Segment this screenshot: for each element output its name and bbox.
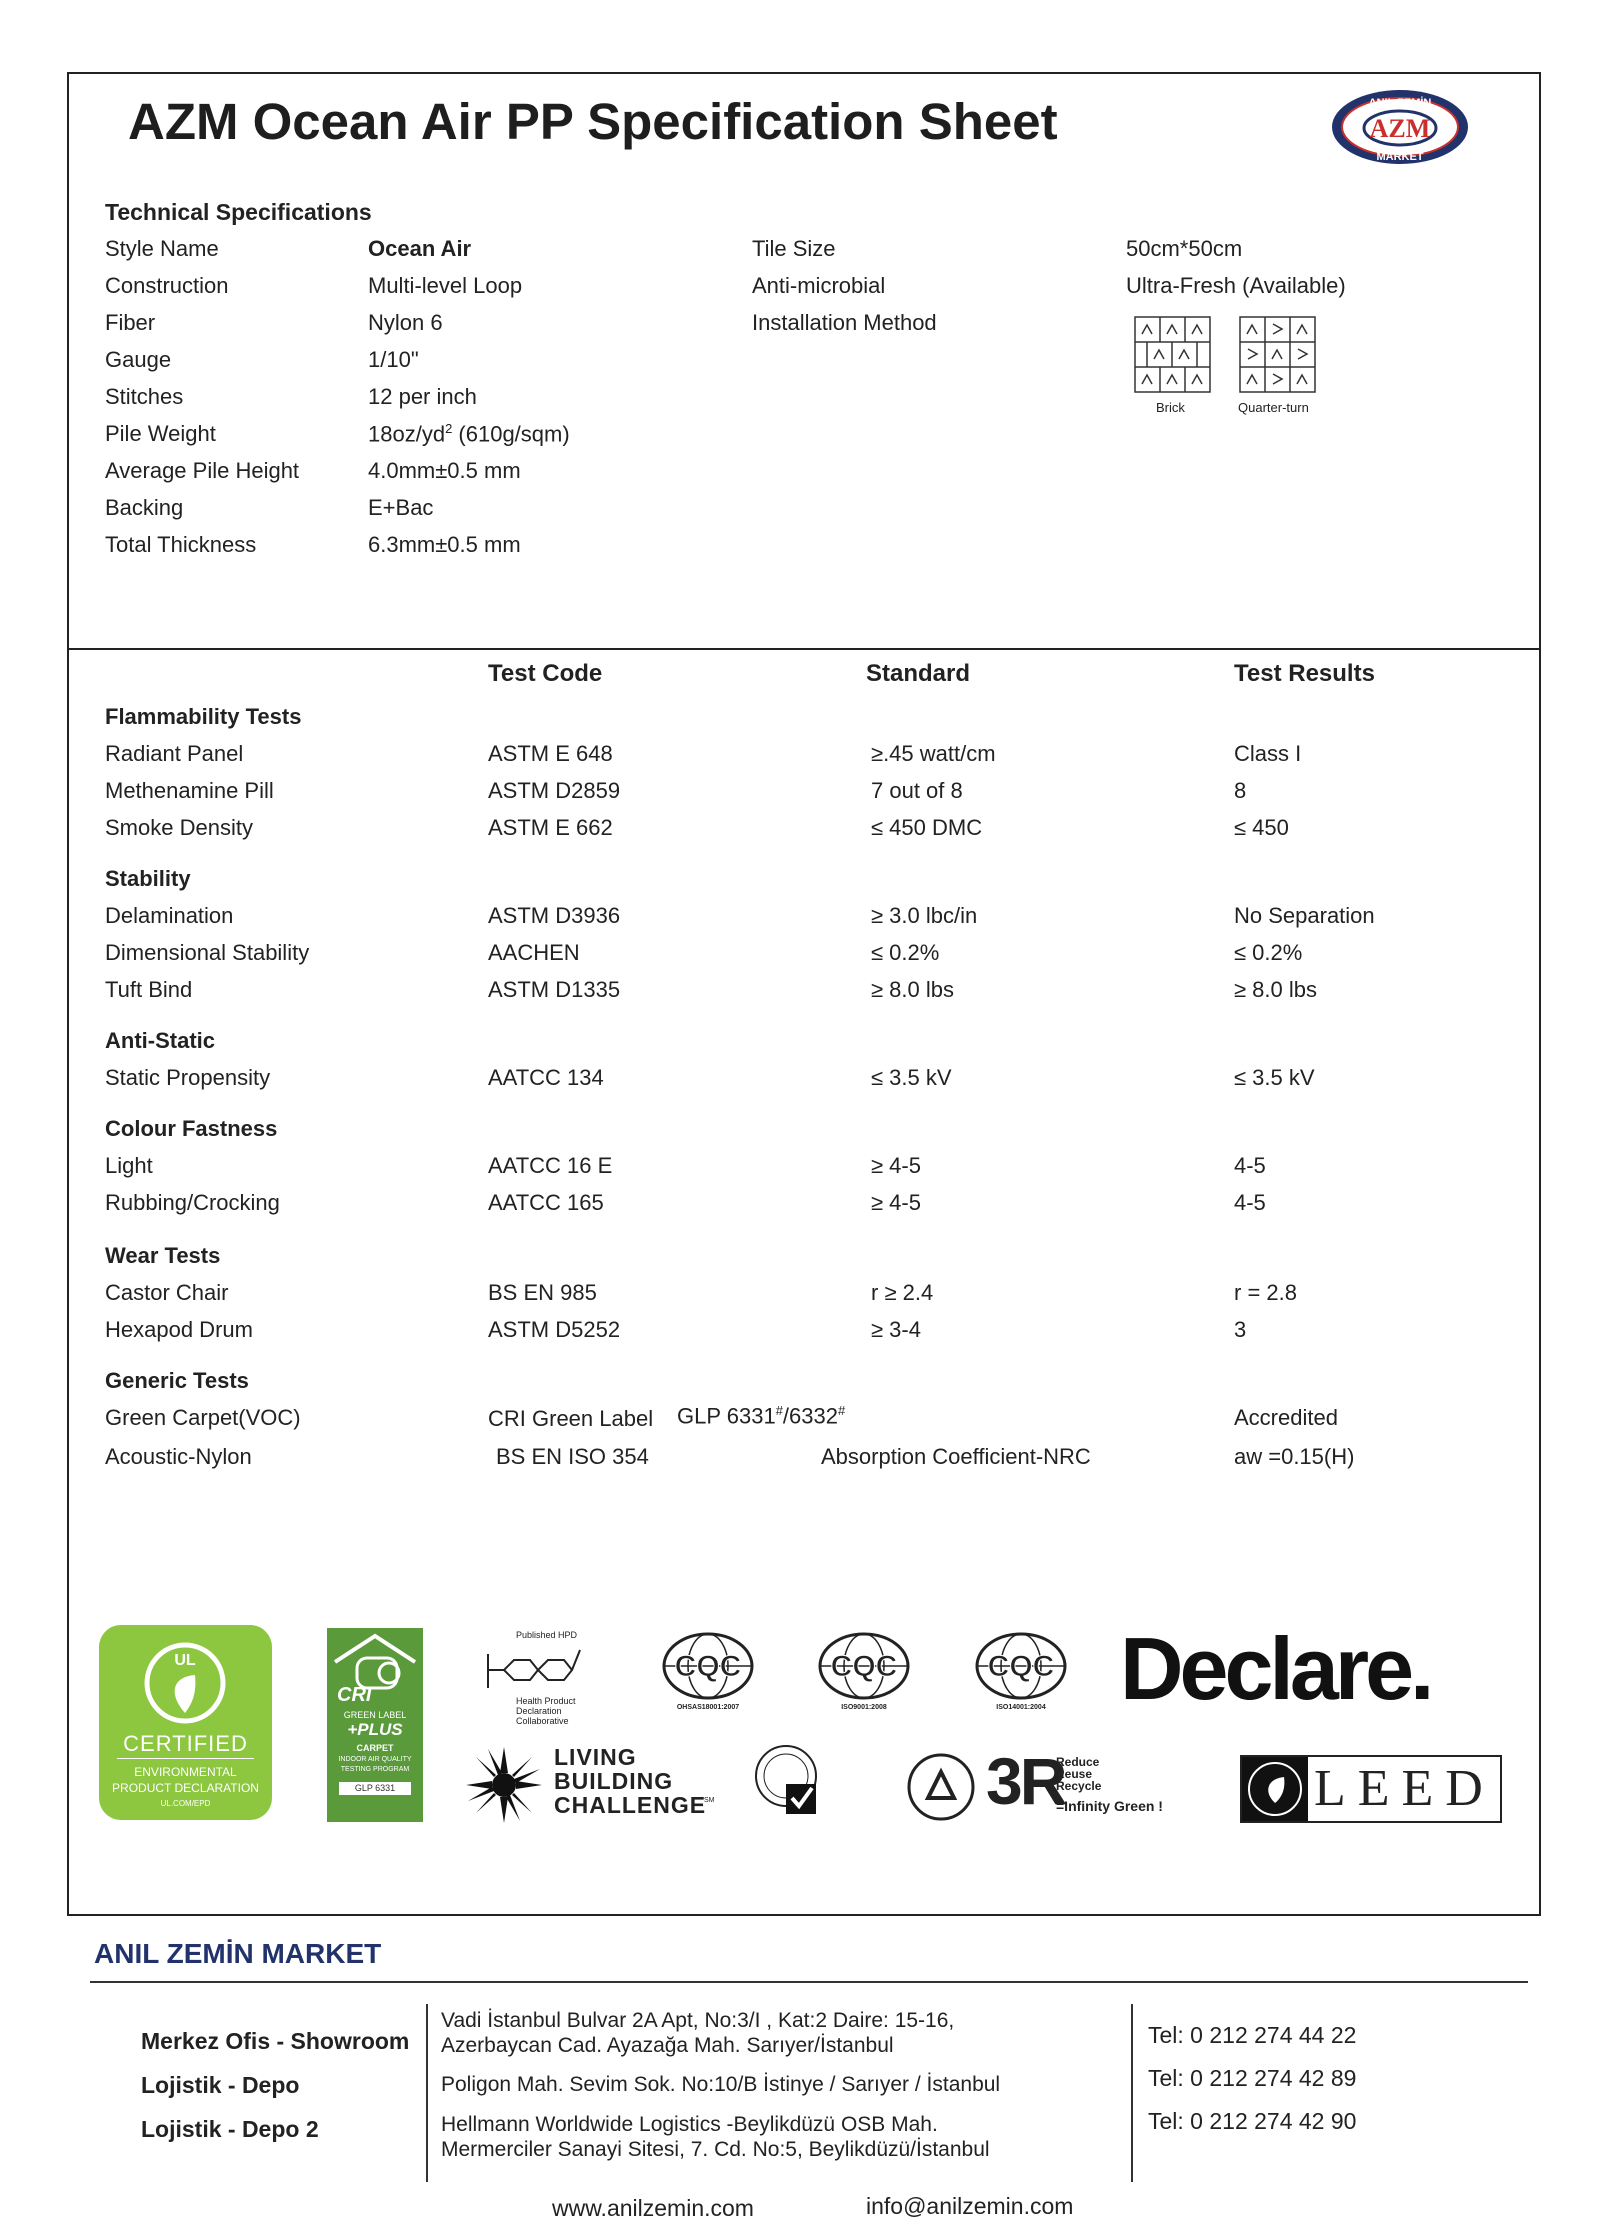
test-result: Accredited <box>1234 1405 1338 1430</box>
ul-line2: PRODUCT DECLARATION <box>112 1781 259 1795</box>
spec-label: Total Thickness <box>105 532 257 557</box>
lbc-sm: SM <box>704 1797 715 1804</box>
hpd-l3: Collaborative <box>516 1716 569 1726</box>
cqc-badge-2 <box>816 1632 912 1714</box>
cqc-globe-icon <box>660 1632 756 1702</box>
spec-value: 12 per inch <box>368 384 477 409</box>
leed-leaf-icon <box>1242 1757 1308 1821</box>
hpd-logo <box>484 1630 594 1730</box>
spec-value: Ocean Air <box>368 236 472 261</box>
brick-label: Brick <box>1156 400 1185 415</box>
office-address-line: Mermerciler Sanayi Sitesi, 7. Cd. No:5, Beylikdüzü/İstanbul <box>441 2138 990 2161</box>
cqc-sub: ISO9001:2008 <box>841 1704 887 1711</box>
group-heading: Stability <box>105 866 191 891</box>
hpd-top: Published HPD <box>516 1630 578 1640</box>
logo-bottom-text: MARKET <box>1376 151 1424 163</box>
test-code: BS EN 985 <box>488 1280 597 1305</box>
ul-certified-text: CERTIFIED <box>123 1731 248 1756</box>
test-code: AATCC 134 <box>488 1065 604 1090</box>
test-code: ASTM E 648 <box>488 741 613 766</box>
spec-value: Ultra-Fresh (Available) <box>1126 273 1346 298</box>
test-standard: ≥ 8.0 lbs <box>871 977 955 1002</box>
spec-value-pile-weight: $18oz/yd^2$ (610g/sqm) <box>368 421 570 447</box>
lbc-l1: LIVING <box>554 1744 637 1770</box>
test-standard: ≥ 3-4 <box>871 1317 921 1342</box>
test-standard: 7 out of 8 <box>871 778 963 803</box>
spec-label: Style Name <box>105 236 219 261</box>
cqc-badge-3 <box>973 1632 1069 1714</box>
test-name: Dimensional Stability <box>105 940 310 965</box>
test-name: Methenamine Pill <box>105 778 274 803</box>
office-tel: Tel: 0 212 274 44 22 <box>1148 2022 1357 2048</box>
spec-label: Average Pile Height <box>105 458 300 483</box>
ul-line1: ENVIRONMENTAL <box>134 1765 237 1779</box>
test-result: 4-5 <box>1234 1190 1266 1215</box>
hpd-l2: Declaration <box>516 1706 562 1716</box>
test-standard: Absorption Coefficient-NRC <box>821 1444 1091 1469</box>
test-result: ≥ 8.0 lbs <box>1234 977 1318 1002</box>
test-standard: ≥.45 watt/cm <box>871 741 996 766</box>
test-code: ASTM D1335 <box>488 977 621 1002</box>
spec-label: Fiber <box>105 310 156 335</box>
test-result: 8 <box>1234 778 1247 803</box>
spec-label: Tile Size <box>752 236 836 261</box>
page-title: AZM Ocean Air PP Specification Sheet <box>128 93 1058 150</box>
test-code: AACHEN <box>488 940 580 965</box>
test-name: Tuft Bind <box>105 977 193 1002</box>
r3-l4: =Infinity Green ! <box>1056 1798 1163 1814</box>
spec-value: 6.3mm±0.5 mm <box>368 532 521 557</box>
footer-brand: ANIL ZEMİN MARKET <box>94 1938 382 1969</box>
cqc-globe-icon <box>973 1632 1069 1702</box>
test-standard: ≤ 450 DMC <box>871 815 983 840</box>
email-link[interactable]: info@anilzemin.com <box>866 2193 1074 2219</box>
r3-big: 3R <box>986 1744 1065 1818</box>
test-result: 4-5 <box>1234 1153 1266 1178</box>
lbc-l3: CHALLENGE <box>554 1792 707 1818</box>
spec-value: 50cm*50cm <box>1126 236 1243 261</box>
cri-l3: CARPET <box>356 1743 394 1753</box>
test-result: r = 2.8 <box>1234 1280 1297 1305</box>
office-label: Merkez Ofis - Showroom <box>141 2028 410 2054</box>
test-name: Static Propensity <box>105 1065 271 1090</box>
spec-label: Installation Method <box>752 310 937 335</box>
cri-green-label-badge <box>327 1628 423 1822</box>
test-name: Smoke Density <box>105 815 253 840</box>
test-code: AATCC 165 <box>488 1190 604 1215</box>
leed-logo <box>1240 1755 1502 1823</box>
logo-top-text: ANIL ZEMİN <box>1368 97 1432 109</box>
quarter-turn-label: Quarter-turn <box>1238 400 1309 415</box>
office-address-line: Poligon Mah. Sevim Sok. No:10/B İstinye / Sarıyer / İstanbul <box>441 2073 1001 2096</box>
leed-text: LEED <box>1314 1760 1495 1817</box>
recycle-3r-logo <box>906 1744 1166 1822</box>
test-name: Hexapod Drum <box>105 1317 253 1342</box>
cqc-sub: ISO14001:2004 <box>996 1704 1046 1711</box>
svg-text:CQC: CQC <box>987 1650 1055 1683</box>
seal-check-icon <box>752 1740 832 1828</box>
r3-l1: Reduce <box>1056 1755 1100 1769</box>
test-name: Rubbing/Crocking <box>105 1190 280 1215</box>
office-tel: Tel: 0 212 274 42 90 <box>1148 2108 1357 2134</box>
spec-label: Pile Weight <box>105 421 216 446</box>
group-heading: Generic Tests <box>105 1368 249 1393</box>
cqc-badge-1 <box>660 1632 756 1714</box>
r3-l2: Reuse <box>1056 1767 1093 1781</box>
footer-divider <box>90 1981 1528 1983</box>
declare-logo: Declare. <box>1120 1619 1431 1718</box>
recycle-icon <box>906 1752 976 1822</box>
test-name: Castor Chair <box>105 1280 229 1305</box>
test-result: ≤ 0.2% <box>1234 940 1303 965</box>
installation-diagrams <box>1134 316 1330 422</box>
spec-label: Backing <box>105 495 184 520</box>
spec-value: Nylon 6 <box>368 310 443 335</box>
lbc-flower-icon <box>464 1745 544 1825</box>
logo-mid-text: AZM <box>1369 114 1431 143</box>
spec-value: 1/10" <box>368 347 419 372</box>
cri-id: GLP 6331 <box>339 1782 411 1795</box>
test-name: Light <box>105 1153 153 1178</box>
col-test-code: Test Code <box>488 660 603 687</box>
svg-text:CQC: CQC <box>830 1650 898 1683</box>
test-standard: ≥ 4-5 <box>871 1190 921 1215</box>
r3-l3: Recycle <box>1056 1779 1102 1793</box>
spec-label: Construction <box>105 273 229 298</box>
test-result: Class I <box>1234 741 1302 766</box>
ul-certified-badge <box>99 1625 272 1820</box>
footer-vdivider <box>426 2004 428 2182</box>
test-code: ASTM D5252 <box>488 1317 621 1342</box>
hpd-molecule-icon <box>484 1644 584 1694</box>
test-result: 3 <box>1234 1317 1247 1342</box>
group-heading: Wear Tests <box>105 1243 221 1268</box>
col-test-results: Test Results <box>1234 660 1375 687</box>
tech-spec-heading: Technical Specifications <box>105 199 372 225</box>
test-name: Radiant Panel <box>105 741 244 766</box>
test-standard: r ≥ 2.4 <box>871 1280 934 1305</box>
test-result: No Separation <box>1234 903 1375 928</box>
hpd-l1: Health Product <box>516 1696 576 1706</box>
divider <box>67 648 1541 650</box>
test-name: Acoustic-Nylon <box>105 1444 252 1469</box>
test-code: ASTM D3936 <box>488 903 621 928</box>
cri-l4: INDOOR AIR QUALITY <box>338 1756 412 1763</box>
test-standard: ≥ 4-5 <box>871 1153 921 1178</box>
cri-l5: TESTING PROGRAM <box>340 1766 410 1773</box>
office-address-line: Azerbaycan Cad. Ayazağa Mah. Sarıyer/İstanbul <box>441 2034 894 2057</box>
environmental-choice-seal <box>752 1740 832 1828</box>
svg-text:CQC: CQC <box>674 1650 742 1683</box>
test-code: BS EN ISO 354 <box>496 1444 649 1469</box>
spec-label: Gauge <box>105 347 172 372</box>
cri-l2: +PLUS <box>347 1720 403 1739</box>
ul-leaf-icon <box>99 1625 272 1735</box>
cri-l1: GREEN LABEL <box>343 1710 407 1720</box>
spec-value: 4.0mm±0.5 mm <box>368 458 521 483</box>
test-code: AATCC 16 E <box>488 1153 613 1178</box>
cqc-sub: OHSAS18001:2007 <box>676 1704 740 1711</box>
test-standard: ≥ 3.0 lbc/in <box>871 903 978 928</box>
test-code: ASTM E 662 <box>488 815 613 840</box>
office-address-line: Hellmann Worldwide Logistics -Beylikdüzü OSB Mah. <box>441 2113 938 2136</box>
test-code: CRI Green Label <box>488 1406 654 1431</box>
test-name: Delamination <box>105 903 234 928</box>
group-heading: Anti-Static <box>105 1028 215 1053</box>
test-result: ≤ 450 <box>1234 815 1289 840</box>
spec-label: Stitches <box>105 384 184 409</box>
lbc-l2: BUILDING <box>554 1768 674 1794</box>
col-standard: Standard <box>866 660 971 687</box>
group-heading: Flammability Tests <box>105 704 302 729</box>
spec-value: Multi-level Loop <box>368 273 523 298</box>
cri-brand: CRI <box>337 1684 372 1706</box>
spec-label: Anti-microbial <box>752 273 886 298</box>
azm-logo <box>1330 88 1470 166</box>
ul-line3: UL.COM/EPD <box>160 1799 211 1808</box>
cqc-globe-icon <box>816 1632 912 1702</box>
test-name: Green Carpet(VOC) <box>105 1405 301 1430</box>
office-label: Lojistik - Depo 2 <box>141 2116 319 2142</box>
lbc-logo <box>464 1745 724 1825</box>
footer-vdivider <box>1131 2004 1133 2182</box>
test-standard: ≤ 0.2% <box>871 940 940 965</box>
test-result: ≤ 3.5 kV <box>1234 1065 1315 1090</box>
test-result: aw =0.15(H) <box>1234 1444 1355 1469</box>
test-code: ASTM D2859 <box>488 778 621 803</box>
office-address-line: Vadi İstanbul Bulvar 2A Apt, No:3/I , Kat:2 Daire: 15-16, <box>441 2009 955 2032</box>
group-heading: Colour Fastness <box>105 1116 278 1141</box>
test-standard: ≤ 3.5 kV <box>871 1065 952 1090</box>
website-link[interactable]: www.anilzemin.com <box>552 2195 754 2221</box>
spec-value: E+Bac <box>368 495 434 520</box>
office-tel: Tel: 0 212 274 42 89 <box>1148 2065 1357 2091</box>
test-standard-glp: GLP 6331#/6332# <box>677 1403 846 1429</box>
svg-text:UL: UL <box>174 1652 196 1669</box>
office-label: Lojistik - Depo <box>141 2072 300 2098</box>
